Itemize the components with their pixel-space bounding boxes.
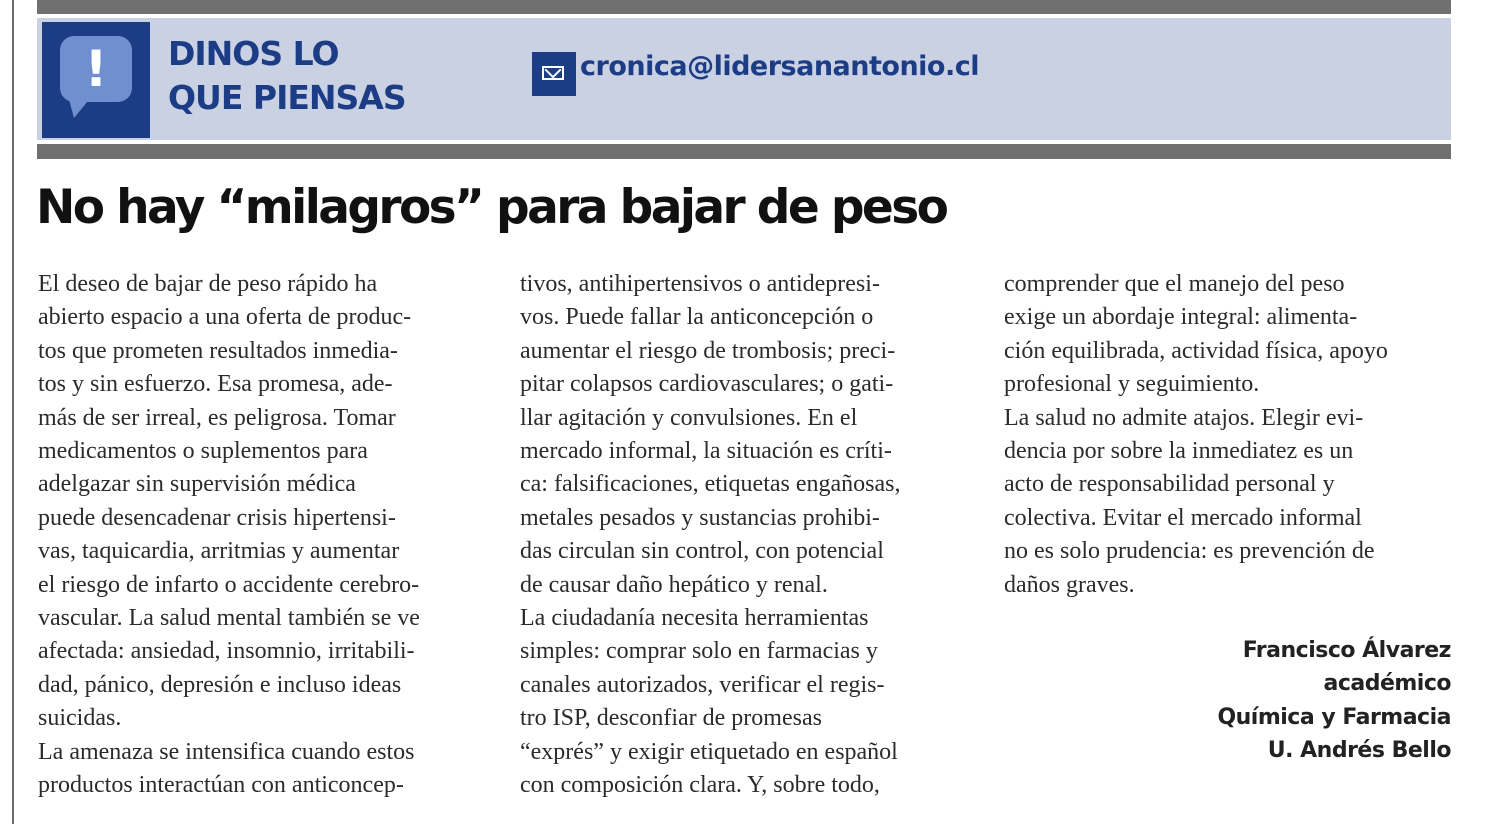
body-text-line: La ciudadanía necesita herramientas (520, 605, 869, 632)
body-text-line: simples: comprar solo en farmacias y (520, 638, 878, 665)
page-edge-rule (12, 0, 14, 824)
author-role: académico (1323, 671, 1451, 697)
body-text-line: ción equilibrada, actividad física, apoyo (1004, 337, 1388, 364)
bottom-divider-bar (37, 144, 1451, 159)
body-text-line: más de ser irreal, es peligrosa. Tomar (38, 404, 396, 431)
body-text-line: tos y sin esfuerzo. Esa promesa, ade- (38, 371, 393, 398)
body-text-line: colectiva. Evitar el mercado informal (1004, 504, 1362, 531)
body-text-line: de causar daño hepático y renal. (520, 571, 828, 598)
body-text-line: canales autorizados, verificar el regis- (520, 671, 885, 698)
author-signature (1100, 634, 1451, 767)
body-text-line: medicamentos o suplementos para (38, 438, 368, 465)
author-name: Francisco Álvarez (1242, 638, 1451, 663)
top-divider-bar (37, 0, 1451, 14)
body-text-line: tivos, antihipertensivos o antidepresi- (520, 271, 880, 297)
body-text-line: das circulan sin control, con potencial (520, 538, 884, 565)
author-university: U. Andrés Bello (1267, 737, 1451, 763)
banner-title (168, 32, 406, 120)
body-text-line: pitar colapsos cardiovasculares; o gati- (520, 371, 894, 398)
body-text-line: no es solo prudencia: es prevención de (1004, 538, 1375, 565)
speech-bubble-shape (60, 36, 132, 102)
body-text-line: aumentar el riesgo de trombosis; preci- (520, 337, 896, 364)
body-text-line: El deseo de bajar de peso rápido ha (38, 271, 378, 297)
contact-email-link[interactable]: cronica@lidersanantonio.cl (580, 51, 979, 82)
body-text-line: acto de responsabilidad personal y (1004, 471, 1335, 498)
body-text-line: puede desencadenar crisis hipertensi- (38, 504, 396, 531)
author-department: Química y Farmacia (1217, 704, 1451, 730)
body-text-line: mercado informal, la situación es críti- (520, 438, 892, 465)
body-text-line: vos. Puede fallar la anticoncepción o (520, 304, 874, 331)
body-text-line: tos que prometen resultados inmedia- (38, 337, 398, 364)
body-text-line: exige un abordaje integral: alimenta- (1004, 304, 1358, 331)
body-text-line: metales pesados y sustancias prohibi- (520, 504, 880, 531)
envelope-icon (532, 52, 576, 96)
body-text-line: dad, pánico, depresión e incluso ideas (38, 671, 402, 698)
body-text-line: con composición clara. Y, sobre todo, (520, 772, 880, 799)
body-text-line: llar agitación y convulsiones. En el (520, 404, 858, 431)
exclamation-speech-bubble-icon (42, 22, 150, 138)
body-text-line: productos interactúan con anticoncep- (38, 772, 404, 799)
body-text-line: daños graves. (1004, 571, 1135, 598)
body-text-line: tro ISP, desconfiar de promesas (520, 705, 822, 732)
body-text-line: afectada: ansiedad, insomnio, irritabili- (38, 638, 415, 665)
body-text-line: vas, taquicardia, arritmias y aumentar (38, 538, 400, 565)
body-text-line: ca: falsificaciones, etiquetas engañosas, (520, 471, 901, 498)
exclamation-mark-glyph: ! (84, 40, 108, 98)
article-column-1 (38, 268, 488, 803)
body-text-line: “exprés” y exigir etiquetado en español (520, 738, 898, 765)
speech-bubble-tail (68, 96, 92, 118)
body-text-line: profesional y seguimiento. (1004, 371, 1260, 398)
banner-title-line: DINOS LO (168, 34, 339, 73)
article-column-2 (520, 268, 970, 803)
body-text-line: vascular. La salud mental también se ve (38, 605, 420, 632)
body-text-line: La amenaza se intensifica cuando estos (38, 738, 415, 765)
body-text-line: dencia por sobre la inmediatez es un (1004, 438, 1354, 465)
banner-title-line: QUE PIENSAS (168, 78, 406, 117)
body-text-line: La salud no admite atajos. Elegir evi- (1004, 404, 1364, 431)
body-text-line: comprender que el manejo del peso (1004, 271, 1345, 297)
envelope-shape (542, 66, 564, 80)
body-text-line: adelgazar sin supervisión médica (38, 471, 356, 498)
body-text-line: suicidas. (38, 705, 122, 732)
body-text-line: el riesgo de infarto o accidente cerebro- (38, 571, 420, 598)
article-column-3 (1004, 268, 1454, 602)
article-headline: No hay “milagros” para bajar de peso (36, 180, 947, 235)
body-text-line: abierto espacio a una oferta de produc- (38, 304, 412, 331)
